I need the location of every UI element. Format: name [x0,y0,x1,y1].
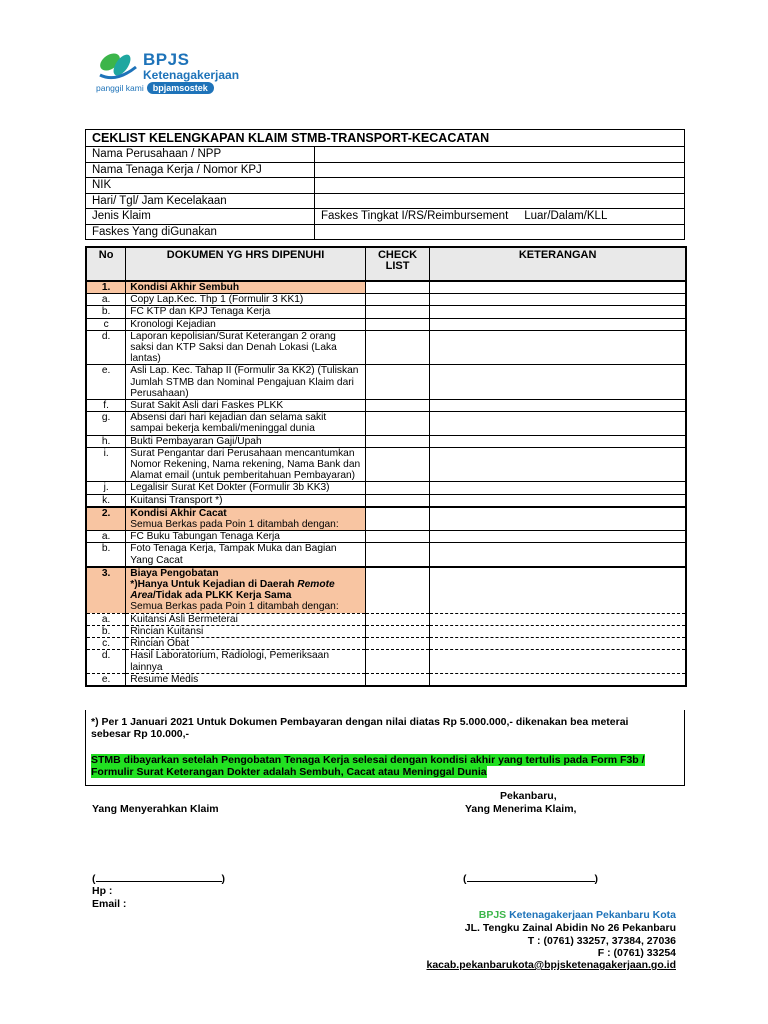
row-number: j. [86,482,126,494]
table-row [86,306,686,318]
document-cell [126,306,366,318]
tagline-pill: bpjamsostek [147,82,214,94]
table-row [86,330,686,365]
row-number: 2. [86,507,126,531]
info-value-field[interactable]: Faskes Tingkat I/RS/Reimbursement Luar/Dalam/KLL [315,209,685,225]
document-cell [126,365,366,400]
row-number: b. [86,625,126,637]
logo-tagline [96,82,214,94]
table-row [86,365,686,400]
document-cell [126,281,366,294]
keterangan-cell[interactable] [430,482,686,494]
document-cell [126,318,366,330]
checklist-cell[interactable] [365,625,429,637]
row-number: a. [86,613,126,625]
row-number: a. [86,294,126,306]
row-number: 1. [86,281,126,294]
document-label: Rincian Obat [130,638,190,650]
checklist-cell[interactable] [365,435,429,447]
city-label: Pekanbaru, [500,790,557,802]
stmb-note [91,754,671,778]
row-number: g. [86,412,126,435]
checklist-cell[interactable] [365,412,429,435]
keterangan-cell[interactable] [430,412,686,435]
footer-fax: F : (0761) 33254 [597,947,676,959]
document-cell [126,625,366,637]
checklist-cell[interactable] [365,281,429,294]
table-row [86,447,686,482]
info-label: Jenis Klaim [86,209,315,225]
info-value-field[interactable] [315,178,685,194]
document-cell [126,613,366,625]
logo-subtitle: Ketenagakerjaan [143,68,240,82]
submitter-label: Yang Menyerahkan Klaim [92,803,219,815]
claim-info-table [85,129,685,240]
keterangan-cell[interactable] [430,330,686,365]
table-row [86,482,686,494]
document-label: Absensi dari hari kejadian dan selama sakit sampai bekerja kembali/meninggal dunia [130,412,327,435]
col-header-check: CHECK LIST [365,247,429,281]
keterangan-cell[interactable] [430,613,686,625]
document-label: Laporan kepolisian/Surat Keterangan 2 orang saksi dan KTP Saksi dan Denah Lokasi (Laka lantas) [130,330,337,365]
checklist-cell[interactable] [365,673,429,686]
keterangan-cell[interactable] [430,625,686,637]
row-number: d. [86,650,126,673]
keterangan-cell[interactable] [430,507,686,531]
section-subtitle: Semua Berkas pada Poin 1 ditambah dengan: [130,601,339,613]
checklist-cell[interactable] [365,507,429,531]
checklist-cell[interactable] [365,638,429,650]
info-value-field[interactable] [315,162,685,178]
table-row [86,435,686,447]
table-row [86,400,686,412]
row-number: e. [86,365,126,400]
row-number: b. [86,306,126,318]
keterangan-cell[interactable] [430,494,686,507]
section-row [86,507,686,531]
table-row [86,318,686,330]
keterangan-cell[interactable] [430,318,686,330]
document-cell [126,294,366,306]
logo-title: BPJS [143,50,190,69]
info-label: Faskes Yang diGunakan [86,224,315,240]
checklist-cell[interactable] [365,494,429,507]
document-cell [126,435,366,447]
paren-open: ( [92,873,96,885]
keterangan-cell[interactable] [430,650,686,673]
keterangan-cell[interactable] [430,400,686,412]
info-label: Nama Tenaga Kerja / Nomor KPJ [86,162,315,178]
keterangan-cell[interactable] [430,435,686,447]
document-cell [126,567,366,613]
checklist-cell[interactable] [365,613,429,625]
keterangan-cell[interactable] [430,567,686,613]
tagline-prefix: panggil kami [96,83,144,93]
document-label: Copy Lap.Kec. Thp 1 (Formulir 3 KK1) [130,294,304,306]
document-cell [126,673,366,686]
table-row [86,638,686,650]
info-label: Hari/ Tgl/ Jam Kecelakaan [86,193,315,209]
checklist-cell[interactable] [365,650,429,673]
document-label: Rincian Kuitansi [130,625,204,637]
document-cell [126,400,366,412]
checklist-cell[interactable] [365,306,429,318]
info-value-field[interactable] [315,147,685,163]
document-cell [126,638,366,650]
info-label: NIK [86,178,315,194]
submitter-sign-line[interactable] [92,873,225,885]
hp-label: Hp : [92,885,113,897]
table-row [86,531,686,543]
row-number: c [86,318,126,330]
keterangan-cell[interactable] [430,638,686,650]
footer-office-name: Ketenagakerjaan Pekanbaru Kota [509,909,676,921]
checklist-cell[interactable] [365,400,429,412]
footer-address: JL. Tengku Zainal Abidin No 26 Pekanbaru [464,922,676,934]
row-number: h. [86,435,126,447]
document-cell [126,507,366,531]
info-value-field[interactable] [315,224,685,240]
document-cell [126,330,366,365]
checklist-cell[interactable] [365,294,429,306]
keterangan-cell[interactable] [430,365,686,400]
info-value-field[interactable] [315,193,685,209]
checklist-cell[interactable] [365,447,429,482]
document-label: Resume Medis [130,673,199,685]
paren-close: ) [594,873,598,885]
table-row [86,650,686,673]
paren-close: ) [221,873,225,885]
keterangan-cell[interactable] [430,673,686,686]
checklist-cell[interactable] [365,543,429,567]
document-checklist-table [85,246,687,687]
footer-phone: T : (0761) 33257, 37384, 27036 [527,935,676,947]
row-number: i. [86,447,126,482]
table-row [86,494,686,507]
table-row [86,625,686,637]
keterangan-cell[interactable] [430,531,686,543]
keterangan-cell[interactable] [430,281,686,294]
document-label: Foto Tenaga Kerja, Tampak Muka dan Bagian Yang Cacat [130,543,337,566]
document-label: Kondisi Akhir Sembuh [130,282,240,293]
table-row [86,543,686,567]
document-label: Bukti Pembayaran Gaji/Upah [130,435,262,447]
row-number: d. [86,330,126,365]
table-row [86,673,686,686]
receiver-label: Yang Menerima Klaim, [465,803,577,815]
checklist-cell[interactable] [365,365,429,400]
col-header-doc: DOKUMEN YG HRS DIPENUHI [126,247,366,281]
table-row [86,294,686,306]
document-cell [126,447,366,482]
table-row [86,412,686,435]
section-row [86,281,686,294]
document-cell [126,531,366,543]
footer-email-link[interactable]: kacab.pekanbarukota@bpjsketenagakerjaan.go.id [426,959,676,971]
keterangan-cell[interactable] [430,294,686,306]
form-title: CEKLIST KELENGKAPAN KLAIM STMB-TRANSPORT-KECACATAN [86,130,685,147]
document-cell [126,412,366,435]
footer-office [479,909,676,922]
section-note: *)Hanya Untuk Kejadian di Daerah Remote Area/Tidak ada PLKK Kerja Sama [130,579,335,602]
col-header-ket: KETERANGAN [430,247,686,281]
document-label: Kuitansi Asli Bermeterai [130,613,238,625]
section-subtitle: Semua Berkas pada Poin 1 ditambah dengan: [130,519,339,531]
document-label: FC Buku Tabungan Tenaga Kerja [130,531,280,543]
keterangan-cell[interactable] [430,543,686,567]
stmb-note-highlight: STMB dibayarkan setelah Pengobatan Tenaga Kerja selesai dengan kondisi akhir yang tertulis pada Form F3b / Formulir Surat Keterangan Dokter adalah Sembuh, Cacat atau Meninggal Dunia [91,754,645,778]
checklist-cell[interactable] [365,330,429,365]
table-header-row [86,247,686,281]
row-number: c. [86,638,126,650]
row-number: b. [86,543,126,567]
row-number: 3. [86,567,126,613]
document-label: Asli Lap. Kec. Tahap II (Formulir 3a KK2) (Tuliskan Jumlah STMB dan Nominal Pengajuan Klaim dari Perusahaan) [130,365,359,399]
document-label: Kuitansi Transport *) [130,494,223,506]
bpjs-logo-icon [96,49,140,81]
meterai-note: *) Per 1 Januari 2021 Untuk Dokumen Pembayaran dengan nilai diatas Rp 5.000.000,- dikenakan bea meterai sebesar Rp 10.000,- [91,716,629,740]
checklist-cell[interactable] [365,567,429,613]
document-label: FC KTP dan KPJ Tenaga Kerja [130,306,271,318]
keterangan-cell[interactable] [430,447,686,482]
section-title: Kondisi Akhir Cacat [130,507,227,519]
checklist-cell[interactable] [365,531,429,543]
receiver-sign-line[interactable] [463,873,598,885]
document-label: Legalisir Surat Ket Dokter (Formulir 3b KK3) [130,482,330,494]
keterangan-cell[interactable] [430,306,686,318]
paren-open: ( [463,873,467,885]
checklist-cell[interactable] [365,318,429,330]
col-header-no: No [86,247,126,281]
row-number: e. [86,673,126,686]
document-cell [126,650,366,673]
checklist-cell[interactable] [365,482,429,494]
document-label: Kronologi Kejadian [130,318,216,330]
document-cell [126,543,366,567]
document-label: Surat Pengantar dari Perusahaan mencantumkan Nomor Rekening, Nama rekening, Nama Bank dan Alamat email (untuk pemberitahuan Pembayaran) [130,447,361,482]
document-label: Surat Sakit Asli dari Faskes PLKK [130,400,284,412]
row-number: k. [86,494,126,507]
info-label: Nama Perusahaan / NPP [86,147,315,163]
document-cell [126,482,366,494]
email-label: Email : [92,898,127,910]
table-row [86,613,686,625]
footer-brand: BPJS [478,909,507,921]
section-row [86,567,686,613]
document-cell [126,494,366,507]
document-label: Hasil Laboratorium, Radiologi, Pemeriksaan lainnya [130,650,330,673]
row-number: a. [86,531,126,543]
row-number: f. [86,400,126,412]
section-title: Biaya Pengobatan [130,567,219,579]
